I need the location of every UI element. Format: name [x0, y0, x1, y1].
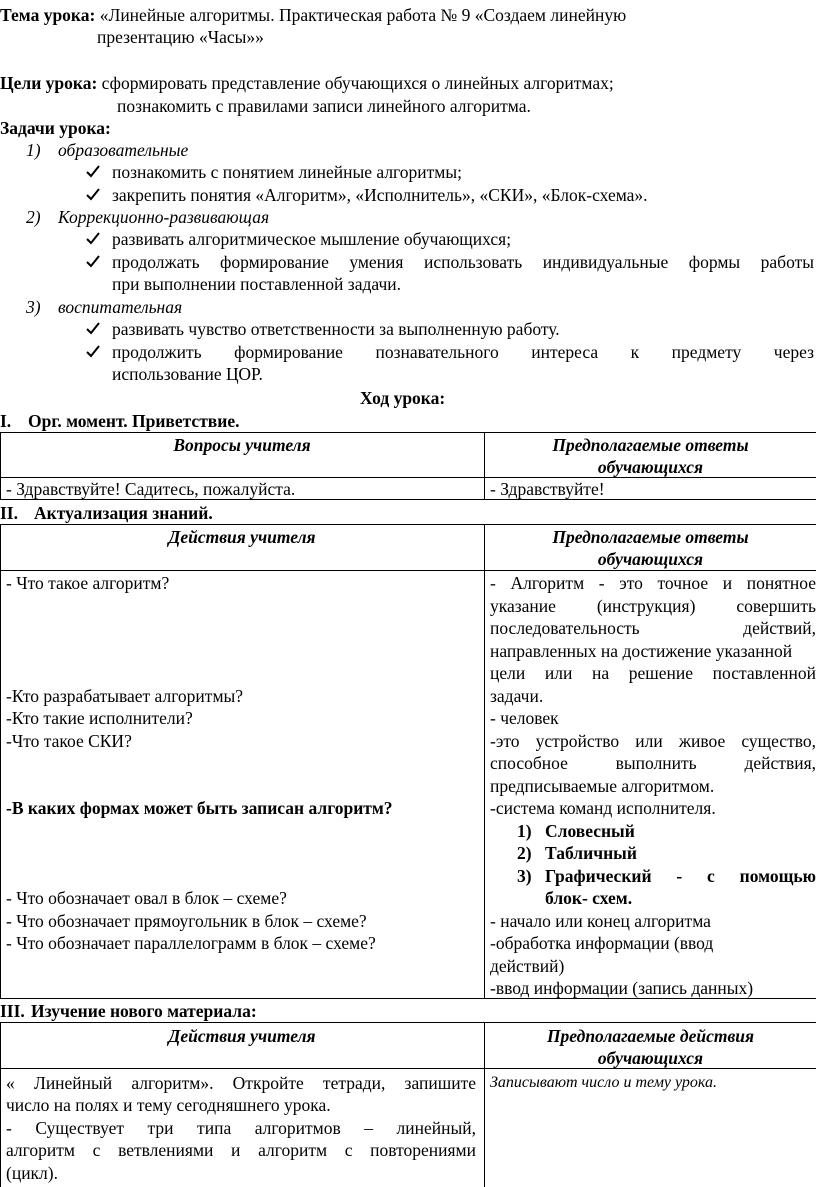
form-num: 1)	[517, 821, 532, 841]
student-answer: предписываемые алгоритмом.	[490, 776, 715, 796]
task-item: развивать алгоритмическое мышление обучающихся;	[112, 229, 512, 249]
student-answer: направленных на достижение указанной	[490, 641, 793, 661]
task-item-cont: использование ЦОР.	[112, 364, 263, 384]
form-item-cont: блок- схем.	[545, 888, 633, 908]
teacher-question: - Что обозначает параллелограмм в блок – схеме?	[6, 933, 376, 953]
checkmark-icon	[86, 231, 100, 245]
teacher-question: -Кто разрабатывает алгоритмы?	[6, 686, 244, 706]
course-title: Ход урока:	[360, 388, 446, 408]
form-num: 2)	[517, 843, 532, 863]
checkmark-icon	[86, 164, 100, 178]
student-answer: -это устройство или живое существо,	[490, 731, 816, 751]
column-header: Вопросы учителя	[173, 435, 311, 455]
section-2-title: Актуализация знаний.	[34, 503, 213, 523]
column-header: Действия учителя	[168, 1026, 316, 1046]
teacher-action: « Линейный алгоритм». Откройте тетради, запишите	[6, 1073, 476, 1093]
student-answer: действий)	[490, 956, 565, 976]
section-1-num: I.	[0, 411, 12, 431]
student-answer: -ввод информации (запись данных)	[490, 978, 754, 998]
goals-text-cont: познакомить с правилами записи линейного алгоритма.	[117, 96, 531, 116]
column-header: Предполагаемые ответы	[552, 435, 749, 455]
task-item: закрепить понятия «Алгоритм», «Исполнитель», «СКИ», «Блок-схема».	[112, 185, 648, 205]
student-answer: указание (инструкция) совершить	[490, 596, 816, 616]
task-item: продолжить формирование познавательного интереса к предмету через	[112, 342, 814, 362]
section-3-num: III.	[0, 1001, 25, 1021]
goals-line	[0, 72, 614, 94]
tasks-label: Задачи урока:	[0, 118, 111, 138]
teacher-action: число на полях и тему сегодняшнего урока.	[6, 1095, 331, 1115]
student-answer: способное выполнить действия,	[490, 753, 816, 773]
student-answer: цели или на решение поставленной	[490, 663, 816, 683]
task-group-1-num: 1)	[26, 140, 41, 160]
teacher-question: -Кто такие исполнители?	[6, 708, 193, 728]
teacher-question: - Что обозначает овал в блок – схеме?	[6, 888, 287, 908]
section-1-title: Орг. момент. Приветствие.	[28, 411, 240, 431]
goals-text: сформировать представление обучающихся о линейных алгоритмах;	[101, 73, 614, 93]
topic-line	[0, 4, 626, 26]
teacher-question: - Что такое алгоритм?	[6, 573, 170, 593]
task-item: продолжать формирование умения использовать индивидуальные формы работы	[112, 252, 814, 272]
task-item-cont: при выполнении поставленной задачи.	[112, 274, 401, 294]
column-header: Предполагаемые действия	[546, 1026, 755, 1046]
teacher-action: алгоритм с ветвлениями и алгоритм с повторениями	[6, 1140, 476, 1160]
form-item: Графический - с помощью	[545, 866, 816, 886]
goals-label: Цели урока:	[0, 73, 98, 93]
student-action: Записывают число и тему урока.	[490, 1074, 717, 1091]
student-answer: - Алгоритм - это точное и понятное	[490, 573, 816, 593]
task-item: развивать чувство ответственности за выполненную работу.	[112, 319, 560, 339]
teacher-question: -Что такое СКИ?	[6, 731, 132, 751]
column-header: Действия учителя	[168, 527, 316, 547]
student-answer: -обработка информации (ввод	[490, 933, 714, 953]
table-cell: - Здравствуйте! Садитесь, пожалуйста.	[6, 479, 296, 499]
student-answer: задачи.	[490, 686, 544, 706]
task-group-2-title: Коррекционно-развивающая	[58, 207, 270, 227]
checkmark-icon	[86, 254, 100, 268]
section-3-title: Изучение нового материала:	[31, 1001, 257, 1021]
task-item: познакомить с понятием линейные алгоритмы;	[112, 162, 462, 182]
student-answer: - начало или конец алгоритма	[490, 911, 711, 931]
form-num: 3)	[517, 866, 532, 886]
student-answer: - человек	[490, 708, 559, 728]
task-group-3-num: 3)	[26, 297, 41, 317]
column-header-cont: обучающихся	[597, 1048, 704, 1068]
checkmark-icon	[86, 187, 100, 201]
task-group-3-title: воспитательная	[58, 297, 183, 317]
task-group-1-title: образовательные	[58, 140, 189, 160]
table-cell: - Здравствуйте!	[490, 479, 605, 499]
form-item: Табличный	[545, 843, 637, 863]
column-header-cont: обучающихся	[597, 457, 704, 477]
checkmark-icon	[86, 344, 100, 358]
teacher-action: - Существует три типа алгоритмов – линейный,	[6, 1118, 476, 1138]
topic-label: Тема урока:	[0, 5, 96, 25]
column-header: Предполагаемые ответы	[552, 527, 749, 547]
checkmark-icon	[86, 321, 100, 335]
form-item: Словесный	[545, 821, 635, 841]
section-2-num: II.	[0, 503, 18, 523]
topic-text-cont: презентацию «Часы»»	[97, 27, 264, 47]
student-answer: -система команд исполнителя.	[490, 798, 716, 818]
student-answer: последовательность действий,	[490, 618, 816, 638]
teacher-question: -В каких формах может быть записан алгоритм?	[6, 798, 393, 818]
topic-text: «Линейные алгоритмы. Практическая работа № 9 «Создаем линейную	[99, 5, 627, 25]
column-header-cont: обучающихся	[597, 549, 704, 569]
teacher-action: (цикл).	[6, 1163, 58, 1183]
task-group-2-num: 2)	[26, 207, 41, 227]
teacher-question: - Что обозначает прямоугольник в блок – схеме?	[6, 911, 367, 931]
